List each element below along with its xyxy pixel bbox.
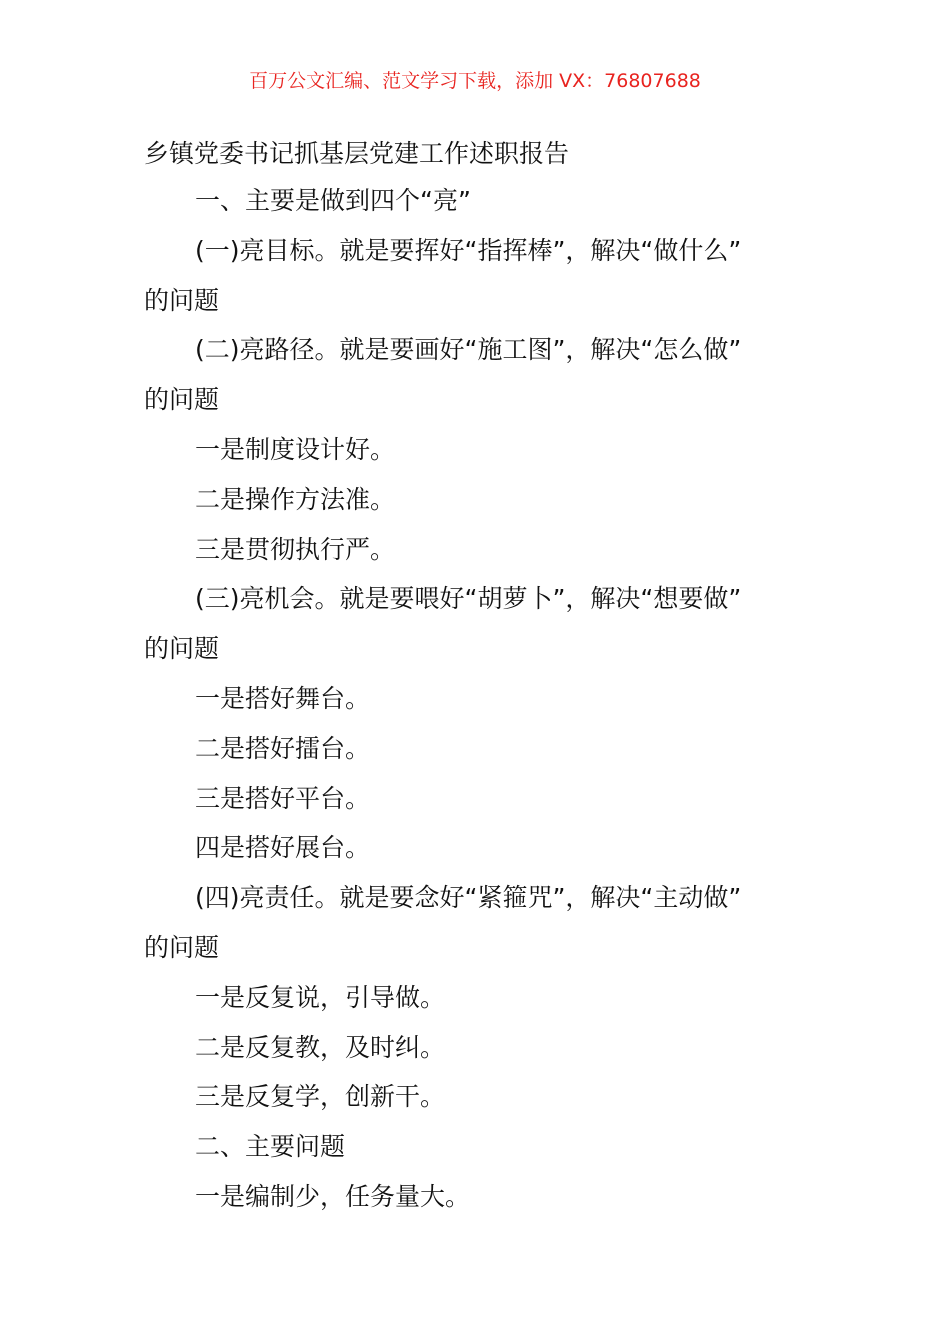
paragraph-line: 的问题 [144,285,220,315]
list-item: 一是编制少，任务量大。 [195,1181,471,1211]
section-heading: 一、主要是做到四个“亮” [195,186,471,215]
list-item: 三是搭好平台。 [195,783,371,813]
list-item: 三是贯彻执行严。 [195,534,396,564]
section-heading: 二、主要问题 [195,1132,346,1162]
list-item: 一是搭好舞台。 [195,683,371,713]
list-item: 二是操作方法准。 [195,484,396,514]
paragraph-line: (三)亮机会。就是要喂好“胡萝卜”，解决“想要做” [195,584,742,614]
list-item: 二是反复教，及时纠。 [195,1032,446,1062]
paragraph-line: 的问题 [144,932,220,962]
paragraph-line: (四)亮责任。就是要念好“紧箍咒”，解决“主动做” [195,883,742,913]
paragraph-line: 的问题 [144,634,220,664]
header-watermark-note: 百万公文汇编、范文学习下载，添加 VX：76807688 [249,70,701,92]
paragraph-line: (二)亮路径。就是要画好“施工图”，解决“怎么做” [195,335,742,365]
paragraph-line: (一)亮目标。就是要挥好“指挥棒”，解决“做什么” [195,235,742,265]
list-item: 三是反复学，创新干。 [195,1082,446,1112]
list-item: 二是搭好擂台。 [195,733,371,763]
document-body [144,183,804,1229]
paragraph-line: 的问题 [144,385,220,415]
document-title: 乡镇党委书记抓基层党建工作述职报告 [144,139,570,168]
list-item: 四是搭好展台。 [195,833,371,863]
list-item: 一是制度设计好。 [195,434,396,464]
list-item: 一是反复说，引导做。 [195,982,446,1012]
